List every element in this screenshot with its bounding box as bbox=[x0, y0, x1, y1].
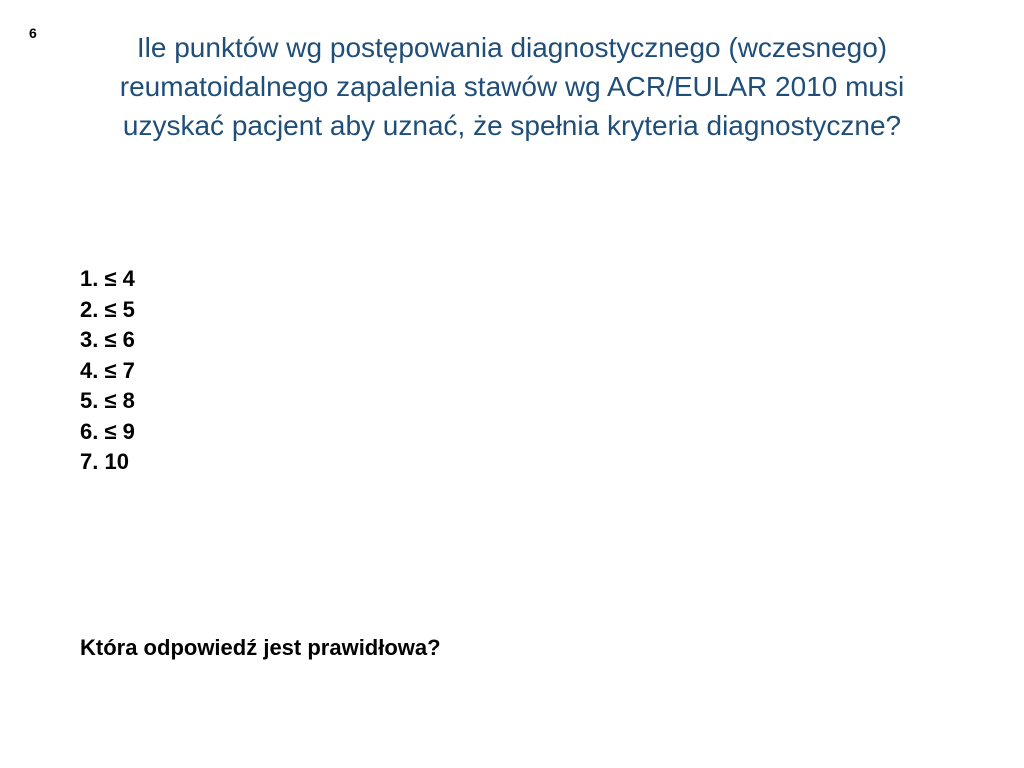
title-line: uzyskać pacjent aby uznać, że spełnia kryteria diagnostyczne? bbox=[122, 110, 902, 141]
title-line: Ile punktów wg postępowania diagnostycznego (wczesnego) bbox=[136, 32, 888, 63]
answer-option: 7. 10 bbox=[80, 449, 129, 474]
answer-options-list bbox=[80, 264, 135, 478]
answer-option: 1. ≤ 4 bbox=[80, 266, 135, 291]
answer-option: 6. ≤ 9 bbox=[80, 418, 135, 444]
answer-option: 4. ≤ 7 bbox=[80, 357, 135, 383]
question-prompt: Która odpowiedź jest prawidłowa? bbox=[80, 635, 441, 660]
answer-option: 3. ≤ 6 bbox=[80, 327, 135, 352]
slide-number: 6 bbox=[29, 25, 37, 41]
answer-option: 5. ≤ 8 bbox=[80, 388, 135, 413]
slide-title bbox=[40, 28, 984, 145]
answer-option: 2. ≤ 5 bbox=[80, 296, 135, 322]
title-line: reumatoidalnego zapalenia stawów wg ACR/EULAR 2010 musi bbox=[119, 71, 905, 102]
